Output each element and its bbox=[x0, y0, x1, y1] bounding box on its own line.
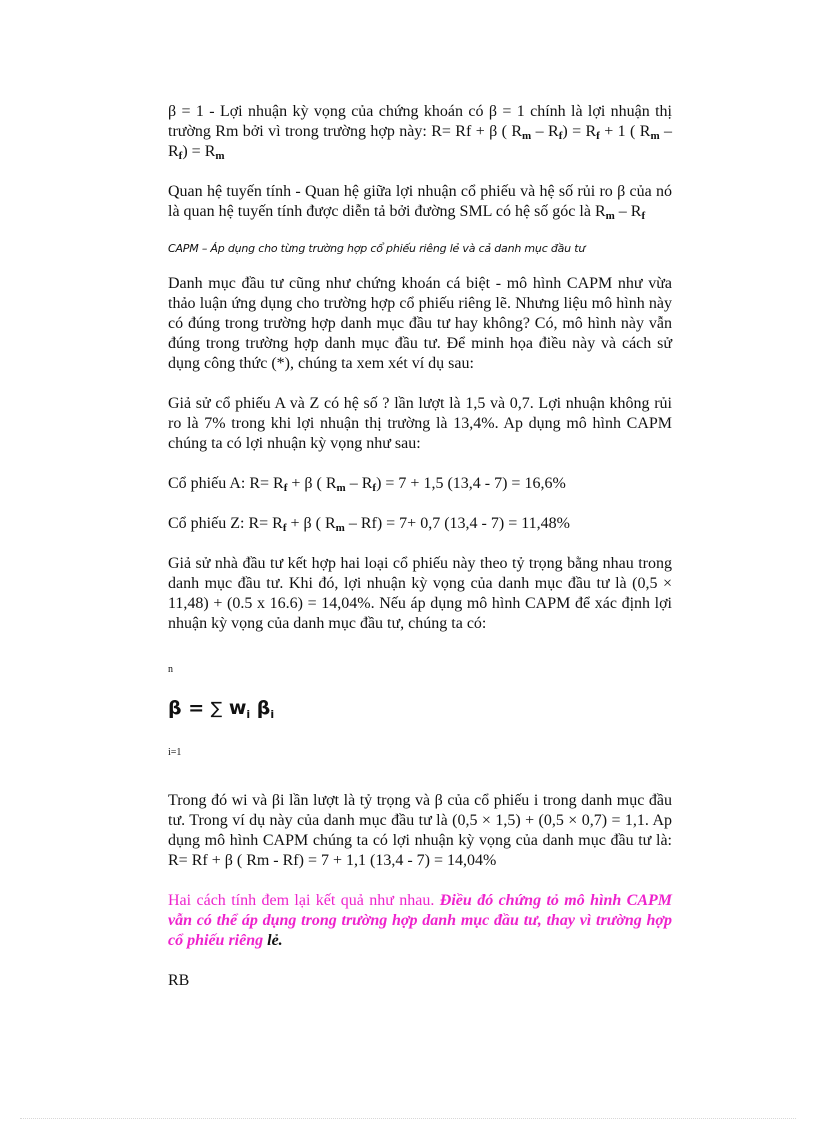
paragraph-stock-z: Cổ phiếu Z: $R= R_f + \beta$ ( $R_m - Rf) = 7+ 0,7$ (13,4 - 7) = 11,48% bbox=[168, 515, 570, 534]
section-heading: CAPM – Áp dụng cho từng trường hợp cổ phiếu riêng lẻ và cả danh mục đầu tư bbox=[168, 242, 586, 255]
paragraph-weights-explanation: Trong đó wi và βi lần lượt là tỷ trọng và β của cổ phiếu i trong danh mục đầu tư. Trong ví dụ này của danh mục đầu tư là (0,5 × 1,5) + (0,5 × 0,7) = 1,1. Ap dụng mô hình CAPM chúng ta có lợi nhuận kỳ vọng của danh mục đầu tư là: R= Rf + β ( Rm - Rf) = 7 + 1,1 (13,4 - 7) = 14,04% bbox=[168, 792, 672, 869]
portfolio-beta-formula: β = ∑ $w_i$ $\beta_i$ bbox=[168, 697, 275, 721]
paragraph-linear-relationship: Quan hệ tuyến tính - Quan hệ giữa lợi nhuận cổ phiếu và hệ số rủi ro β của nó là quan hệ tuyến tính được diễn tả bởi đường SML có hệ số góc là $R_m - R_f$ bbox=[168, 183, 672, 222]
paragraph-example-setup: Giả sử cổ phiếu A và Z có hệ số ? lần lượt là 1,5 và 0,7. Lợi nhuận không rủi ro là 7% trong khi lợi nhuận thị trường là 13,4%. Ap dụng mô hình CAPM chúng ta có lợi nhuận kỳ vọng như sau: bbox=[168, 395, 672, 452]
summation-symbol: ∑ bbox=[210, 699, 223, 719]
signature-initials: RB bbox=[168, 972, 190, 989]
paragraph-beta-equals-one: β = 1 - Lợi nhuận kỳ vọng của chứng khoán có β = 1 chính là lợi nhuận thị trường Rm bởi vì trong trường hợp này: R= Rf + β ( $R_m - R_f) = R_f + 1$ ( $R_m - R_f) = R_m$ bbox=[168, 103, 673, 162]
paragraph-stock-a: Cổ phiếu A: $R= R_f + \beta$ ( $R_m - R_f) = 7 + 1,5$ (13,4 - 7) = 16,6% bbox=[168, 475, 566, 494]
paragraph-combined-portfolio: Giả sử nhà đầu tư kết hợp hai loại cổ phiếu này theo tỷ trọng bằng nhau trong danh mục đầu tư. Khi đó, lợi nhuận kỳ vọng của danh mục đầu tư là (0,5 × 11,48) + (0.5 x 16.6) = 14,04%. Nếu áp dụng mô hình CAPM để xác định lợi nhuận kỳ vọng của danh mục đầu tư, chúng ta có: bbox=[168, 555, 672, 632]
sum-lower-limit: i=1 bbox=[168, 747, 182, 758]
sum-upper-limit: n bbox=[168, 664, 173, 675]
paragraph-portfolio-intro: Danh mục đầu tư cũng như chứng khoán cá biệt - mô hình CAPM như vừa thảo luận ứng dụng cho trường hợp cổ phiếu riêng lẽ. Nhưng liệu mô hình này có đúng trong trường hợp danh mục đầu tư hay không? Có, mô hình này vẫn đúng trong trường hợp danh mục đầu tư. Để minh họa điều này và cách sử dụng công thức (*), chúng ta xem xét ví dụ sau: bbox=[168, 275, 672, 372]
paragraph-conclusion: Hai cách tính đem lại kết quả như nhau. Điều đó chứng tỏ mô hình CAPM vẫn có thể áp dụng trong trường hợp danh mục đầu tư, thay vì trường hợp cổ phiếu riêng lẻ. bbox=[168, 892, 673, 949]
page-bottom-divider bbox=[20, 1118, 796, 1119]
document-page bbox=[168, 102, 672, 991]
